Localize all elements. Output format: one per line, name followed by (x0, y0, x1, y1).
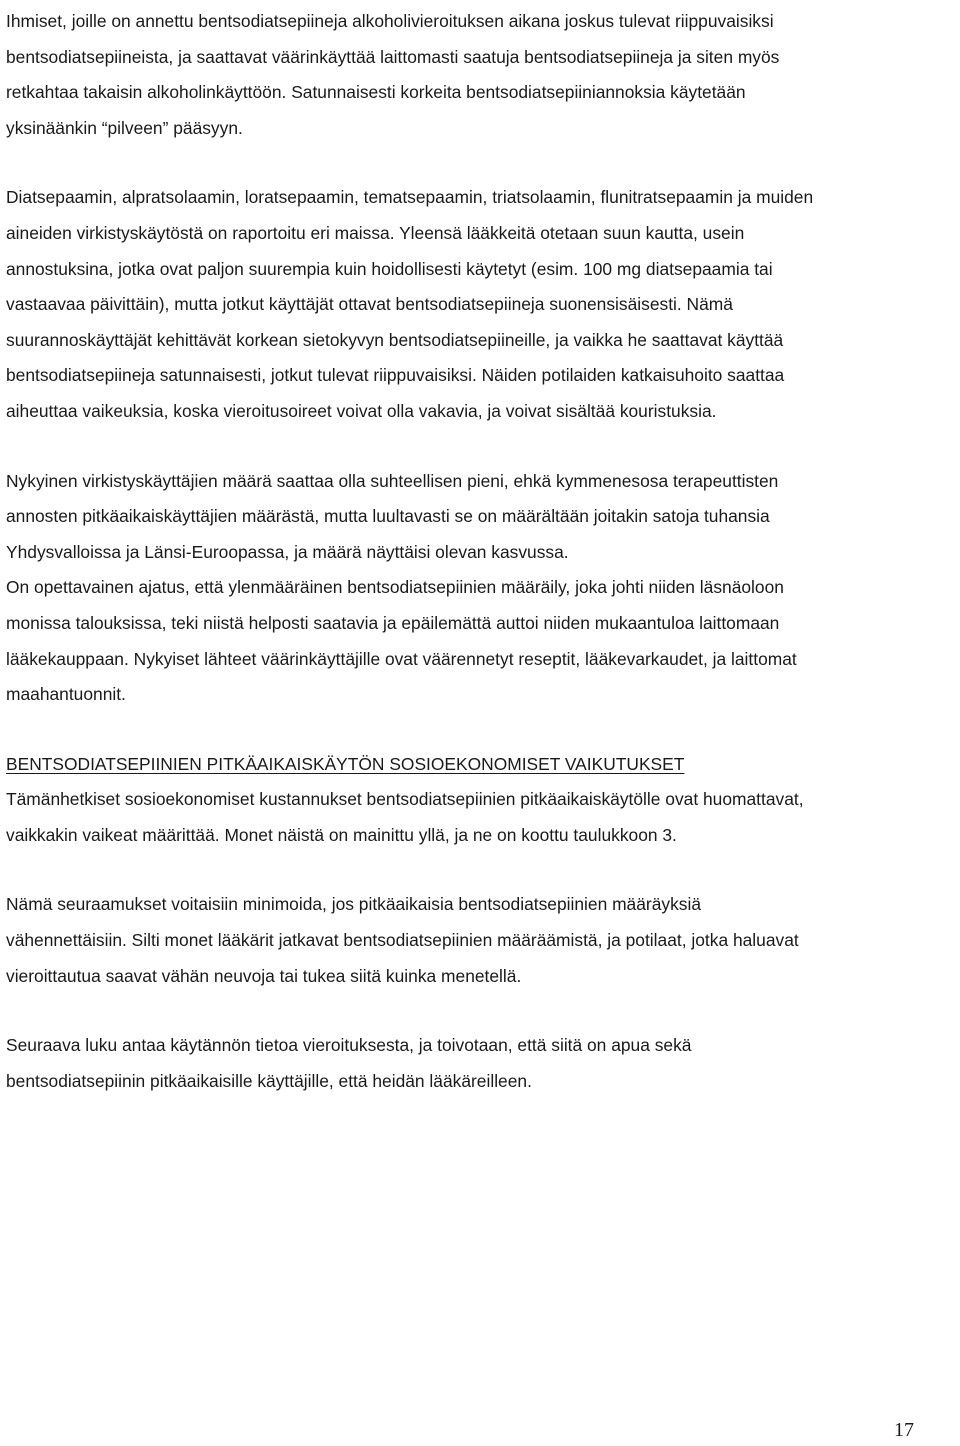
text-line: yksinäänkin “pilveen” pääsyyn. (6, 117, 243, 138)
text-line: Yhdysvalloissa ja Länsi-Euroopassa, ja määrä näyttäisi olevan kasvussa. (6, 541, 569, 562)
text-line: Nykyinen virkistyskäyttäjien määrä saattaa olla suhteellisen pieni, ehkä kymmenesosa terapeuttisten (6, 470, 779, 491)
text-line: vastaavaa päivittäin), mutta jotkut käyttäjät ottavat bentsodiatsepiineja suonensisäisesti. Nämä (6, 294, 733, 315)
document-page (6, 4, 956, 1099)
text-line: maahantuonnit. (6, 684, 126, 705)
paragraph-gap (6, 994, 956, 1028)
text-line: bentsodiatsepiineista, ja saattavat väärinkäyttää laittomasti saatuja bentsodiatsepiineja ja siten myös (6, 46, 780, 67)
paragraph-current-users (6, 464, 956, 713)
text-line: On opettavainen ajatus, että ylenmääräinen bentsodiatsepiinien määräily, joka johti niiden läsnäoloon (6, 577, 784, 598)
text-line: lääkekauppaan. Nykyiset lähteet väärinkäyttäjille ovat väärennetyt reseptit, lääkevarkaudet, ja laittomat (6, 648, 797, 669)
section-socioeconomic-effects (6, 747, 956, 854)
text-line: Tämänhetkiset sosioekonomiset kustannukset bentsodiatsepiinien pitkäaikaiskäytölle ovat huomattavat, (6, 789, 804, 810)
text-line: vieroittautua saavat vähän neuvoja tai tukea siitä kuinka menetellä. (6, 965, 522, 986)
text-line: Seuraava luku antaa käytännön tietoa vieroituksesta, ja toivotaan, että siitä on apua sekä (6, 1035, 692, 1056)
section-heading: BENTSODIATSEPIINIEN PITKÄAIKAISKÄYTÖN SOSIOEKONOMISET VAIKUTUKSET (6, 753, 685, 774)
text-line: Diatsepaamin, alpratsolaamin, loratsepaamin, tematsepaamin, triatsolaamin, flunitratsepaamin ja muiden (6, 187, 814, 208)
text-line: Nämä seuraamukset voitaisiin minimoida, jos pitkäaikaisia bentsodiatsepiinien määräyksiä (6, 894, 701, 915)
text-line: vaikkakin vaikeat määrittää. Monet näistä on mainittu yllä, ja ne on koottu taulukkoon 3. (6, 824, 677, 845)
paragraph-next-chapter (6, 1028, 956, 1099)
text-line: vähennettäisiin. Silti monet lääkärit jatkavat bentsodiatsepiinien määräämistä, ja potilaat, jotka haluavat (6, 930, 799, 951)
page-number: 17 (894, 1419, 914, 1441)
text-line: annosten pitkäaikaiskäyttäjien määrästä, mutta luultavasti se on määrältään joitakin satoja tuhansia (6, 506, 770, 527)
paragraph-gap (6, 853, 956, 887)
paragraph-alcohol-withdrawal (6, 4, 956, 146)
text-line: monissa talouksissa, teki niistä helposti saatavia ja epäilemättä auttoi niiden mukaantuloa laittomaan (6, 612, 780, 633)
text-line: annostuksina, jotka ovat paljon suurempia kuin hoidollisesti käytetyt (esim. 100 mg diatsepaamia tai (6, 258, 773, 279)
text-line: aiheuttaa vaikeuksia, koska vieroitusoireet voivat olla vakavia, ja voivat sisältää kouristuksia. (6, 400, 717, 421)
paragraph-minimize-consequences (6, 887, 956, 994)
text-line: bentsodiatsepiinin pitkäaikaisille käyttäjille, että heidän lääkäreilleen. (6, 1070, 532, 1091)
text-line: aineiden virkistyskäytöstä on raportoitu eri maissa. Yleensä lääkkeitä otetaan suun kautta, usein (6, 222, 745, 243)
paragraph-recreational-use (6, 180, 956, 429)
text-line: bentsodiatsepiineja satunnaisesti, jotkut tulevat riippuvaisiksi. Näiden potilaiden katkaisuhoito saattaa (6, 365, 785, 386)
paragraph-gap (6, 146, 956, 180)
text-line: retkahtaa takaisin alkoholinkäyttöön. Satunnaisesti korkeita bentsodiatsepiiniannoksia käytetään (6, 82, 746, 103)
text-line: Ihmiset, joille on annettu bentsodiatsepiineja alkoholivieroituksen aikana joskus tulevat riippuvaisiksi (6, 11, 774, 31)
text-line: suurannoskäyttäjät kehittävät korkean sietokyvyn bentsodiatsepiineille, ja vaikka he saattavat käyttää (6, 329, 784, 350)
paragraph-gap (6, 430, 956, 464)
paragraph-gap (6, 713, 956, 747)
